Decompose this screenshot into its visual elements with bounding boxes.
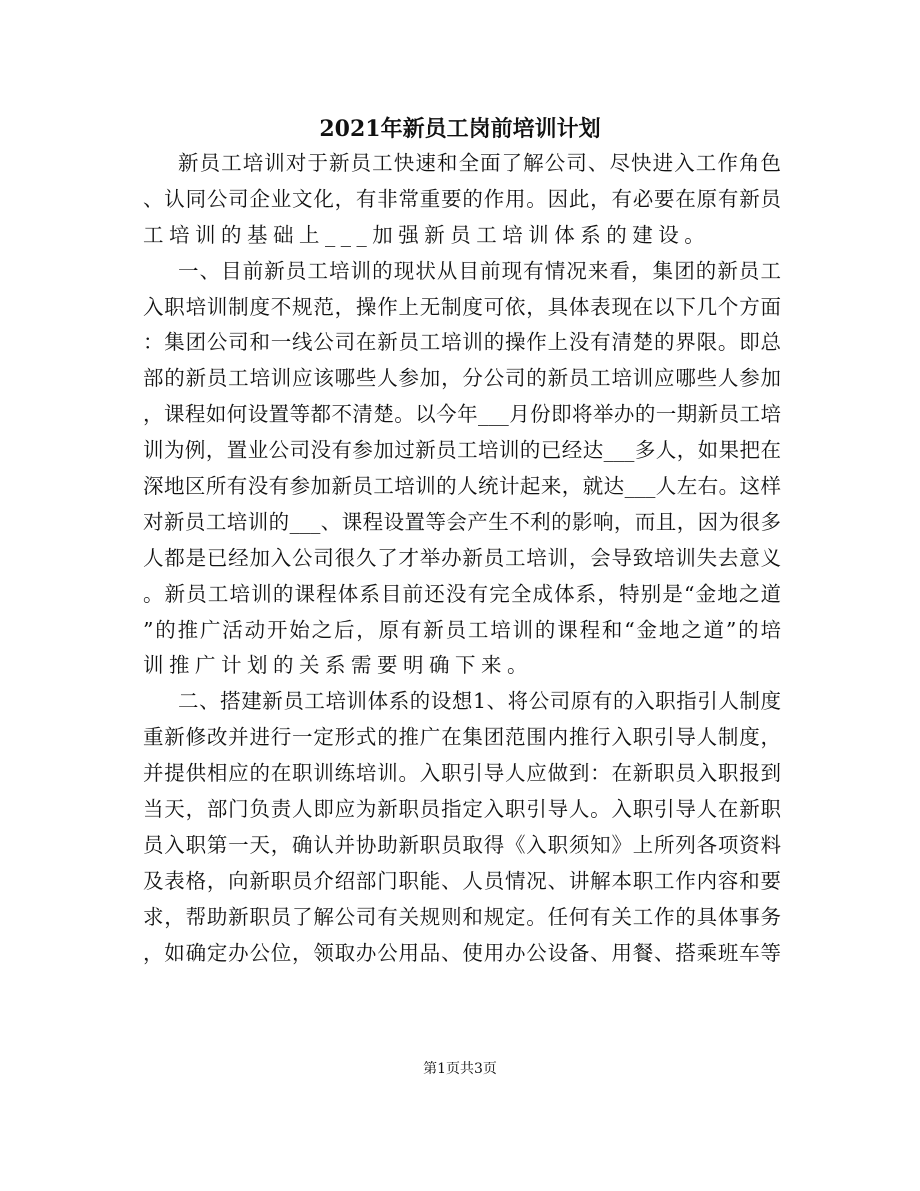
text-line: 员入职第一天，确认并协助新职员取得《入职须知》上所列各项资料: [143, 832, 781, 857]
text-line: 二、搭建新员工培训体系的设想1、将公司原有的入职指引人制度: [178, 689, 781, 714]
paragraph: [143, 146, 781, 254]
text-line: 人都是已经加入公司很久了才举办新员工培训，会导致培训失去意义: [143, 545, 781, 570]
text-line: ”的推广活动开始之后，原有新员工培训的课程和“金地之道”的培: [143, 617, 781, 642]
text-line: 新员工培训对于新员工快速和全面了解公司、尽快进入工作角色: [178, 151, 781, 175]
text-line: ，如确定办公位，领取办公用品、使用办公设备、用餐、搭乘班车等: [143, 940, 781, 965]
paragraph: [143, 254, 781, 685]
text-line: 、认同公司企业文化，有非常重要的作用。因此，有必要在原有新员: [143, 186, 781, 211]
text-line: 重新修改并进行一定形式的推广在集团范围内推行入职引导人制度，: [143, 725, 781, 750]
text-line: 对新员工培训的___、课程设置等会产生不利的影响，而且，因为很多: [143, 509, 781, 534]
text-line: 入职培训制度不规范，操作上无制度可依，具体表现在以下几个方面: [143, 294, 781, 319]
text-line: 并提供相应的在职训练培训。入职引导人应做到：在新职员入职报到: [143, 761, 781, 786]
text-line: 当天，部门负责人即应为新职员指定入职引导人。入职引导人在新职: [143, 797, 781, 822]
text-line: 训为例，置业公司没有参加过新员工培训的已经达___多人，如果把在: [143, 438, 781, 463]
text-line: ，课程如何设置等都不清楚。以今年___月份即将举办的一期新员工培: [143, 402, 781, 427]
text-line: ：集团公司和一线公司在新员工培训的操作上没有清楚的界限。即总: [143, 330, 781, 355]
text-line: 及表格，向新职员介绍部门职能、人员情况、讲解本职工作内容和要: [143, 868, 781, 893]
text-line: 训推广计划的关系需要明确下来。: [143, 653, 533, 678]
text-line: 一、目前新员工培训的现状从目前现有情况来看，集团的新员工: [178, 258, 781, 283]
page-title: 2021年新员工岗前培训计划: [319, 116, 601, 142]
page-footer: 第1页共3页: [423, 1061, 497, 1077]
document-body: [143, 146, 781, 971]
text-line: 求，帮助新职员了解公司有关规则和规定。任何有关工作的具体事务: [143, 904, 781, 929]
paragraph: [143, 684, 781, 971]
text-line: 深地区所有没有参加新员工培训的人统计起来，就达___人左右。这样: [143, 474, 781, 499]
text-line: 。新员工培训的课程体系目前还没有完全成体系，特别是“金地之道: [143, 581, 781, 606]
text-line: 部的新员工培训应该哪些人参加，分公司的新员工培训应哪些人参加: [143, 366, 781, 391]
text-line: 工培训的基础上___加强新员工培训体系的建设。: [143, 222, 711, 247]
